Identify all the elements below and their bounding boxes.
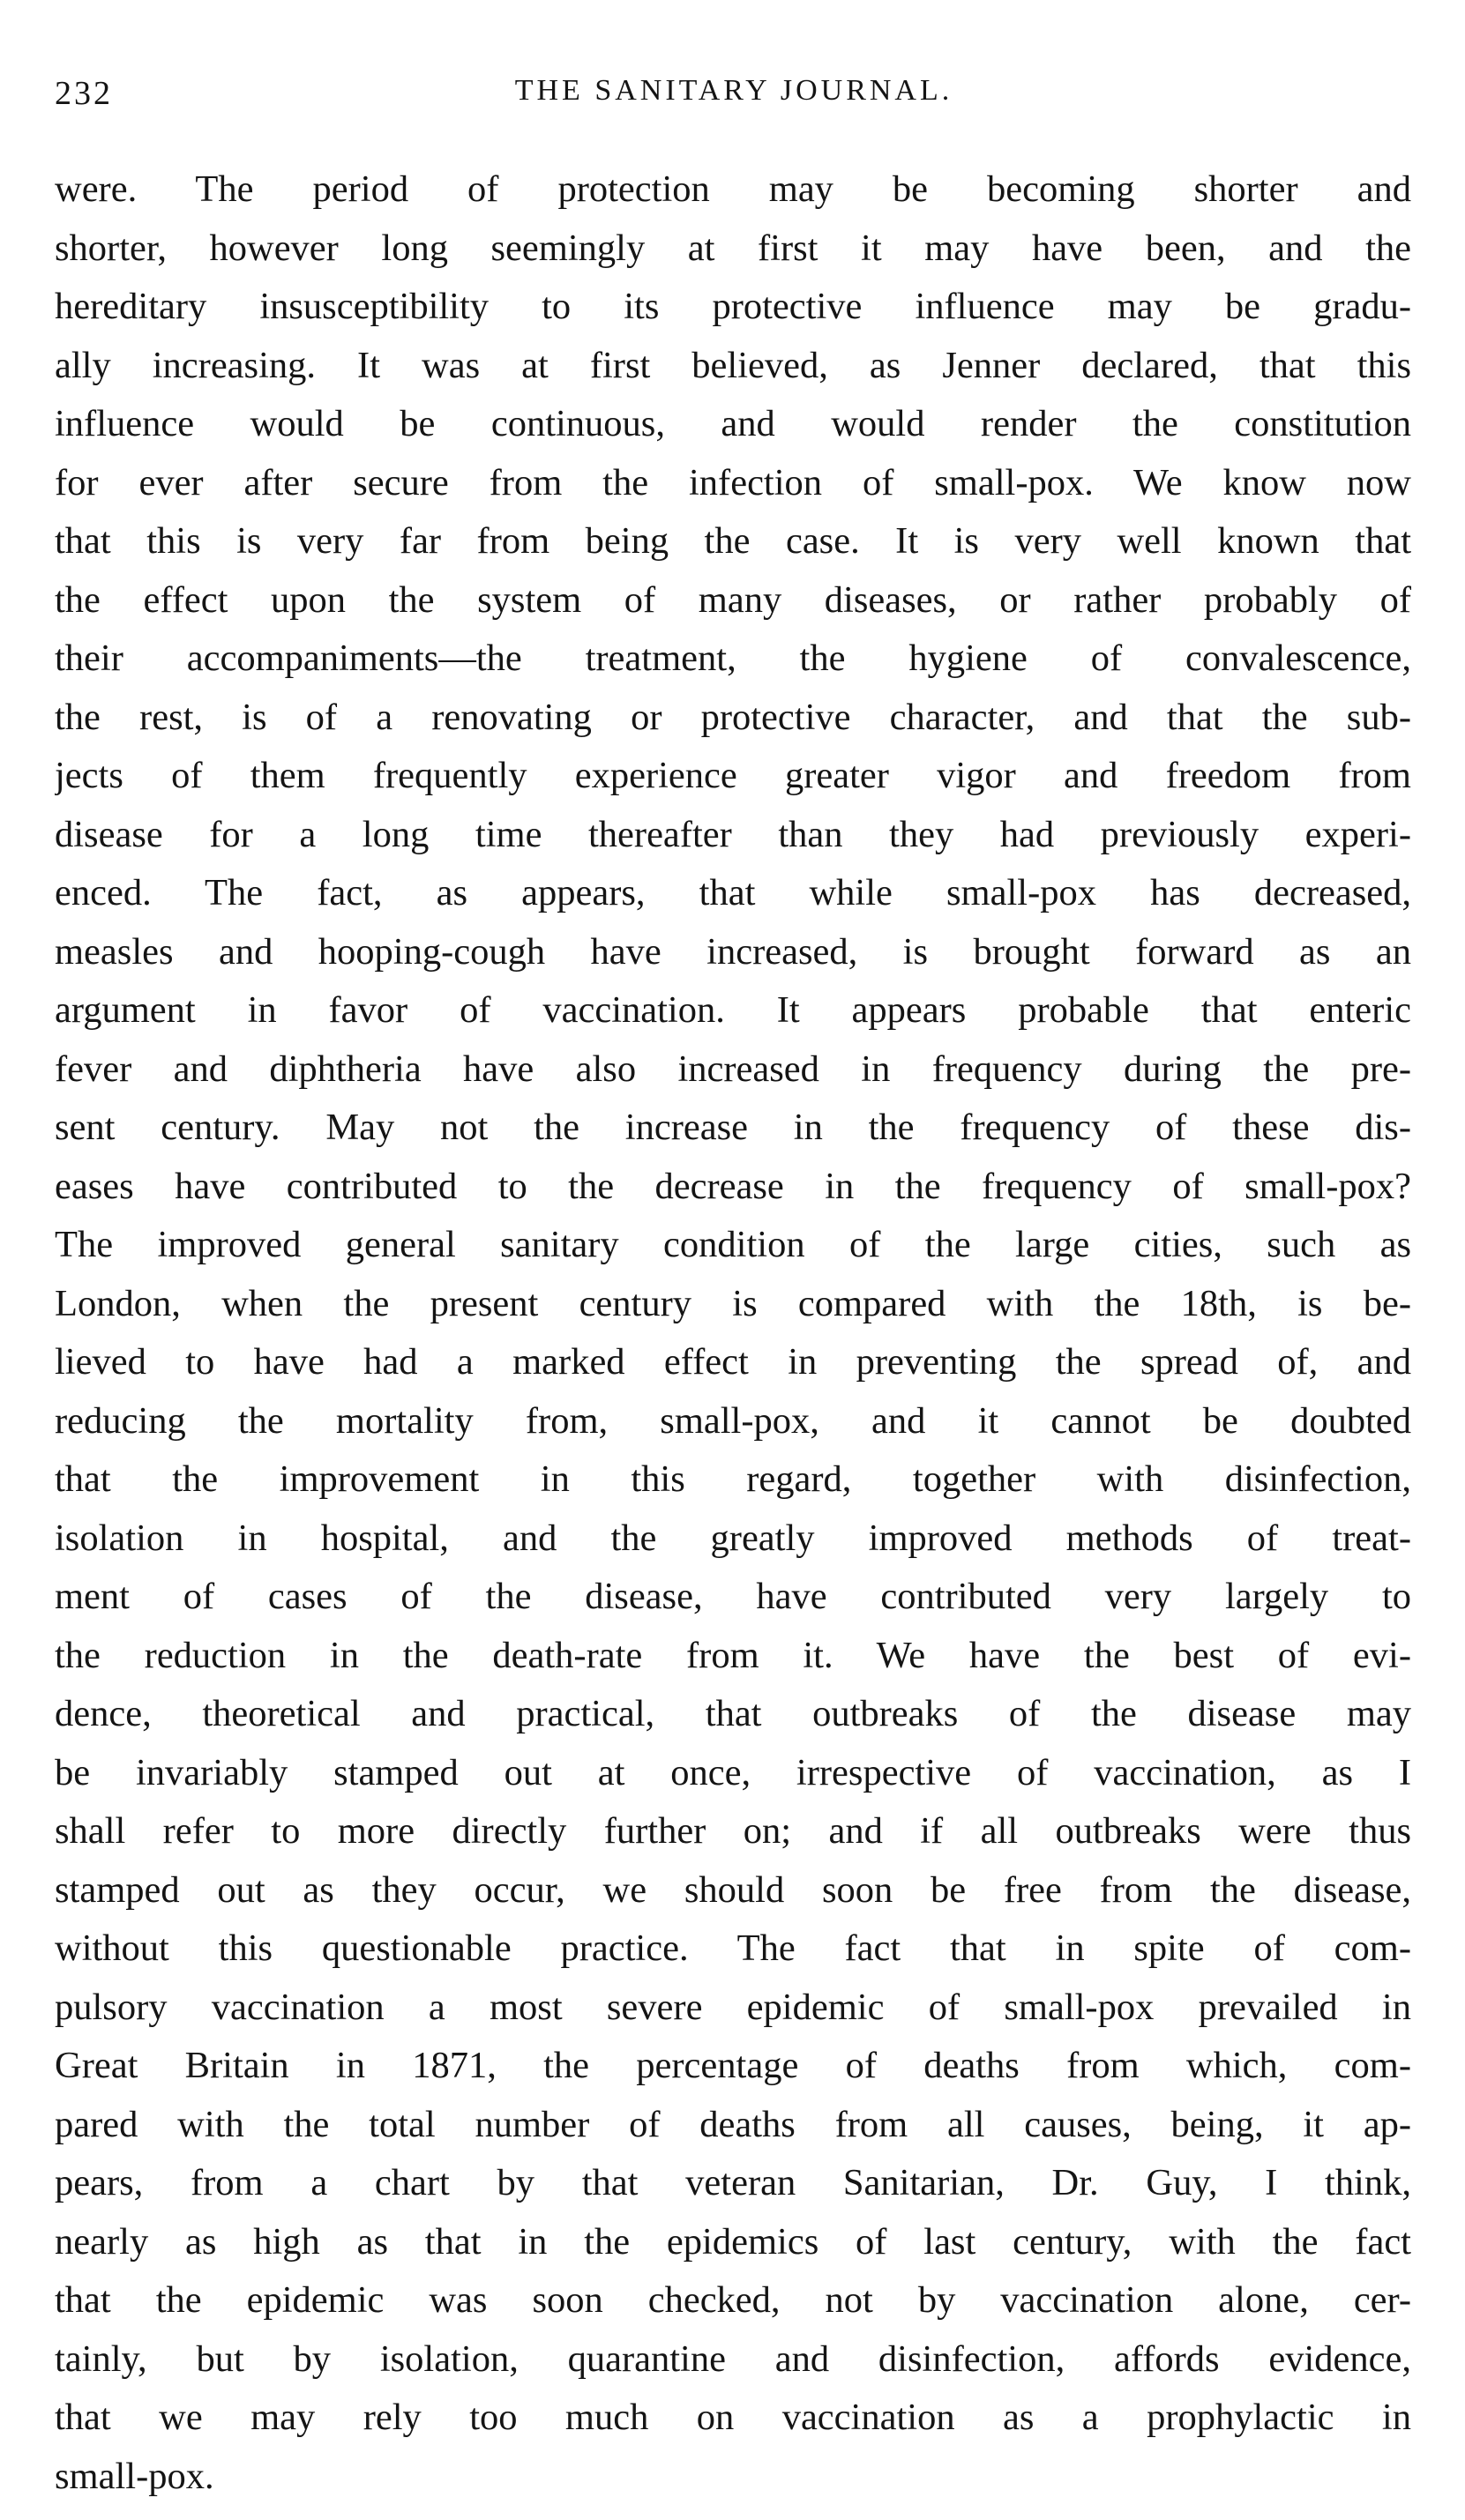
text-line: London, when the present century is compared with the 18th, is be- bbox=[55, 1282, 1411, 1324]
text-line: small-pox. bbox=[55, 2455, 214, 2497]
text-line: shorter, however long seemingly at first it may have been, and the bbox=[55, 227, 1411, 269]
text-line: disease for a long time thereafter than they had previously experi- bbox=[55, 813, 1411, 855]
text-line: the reduction in the death-rate from it. We have the best of evi- bbox=[55, 1634, 1411, 1676]
text-line: that the epidemic was soon checked, not by vaccination alone, cer- bbox=[55, 2279, 1411, 2321]
text-line: dence, theoretical and practical, that outbreaks of the disease may bbox=[55, 1693, 1411, 1734]
text-line: nearly as high as that in the epidemics of last century, with the fact bbox=[55, 2220, 1411, 2263]
text-line: pulsory vaccination a most severe epidemic of small-pox prevailed in bbox=[55, 1986, 1411, 2028]
text-line: their accompaniments—the treatment, the hygiene of convalescence, bbox=[55, 637, 1411, 679]
text-line: measles and hooping-cough have increased, is brought forward as an bbox=[55, 930, 1411, 973]
text-line: ally increasing. It was at first believed, as Jenner declared, that this bbox=[55, 344, 1411, 386]
text-line: influence would be continuous, and would render the constitution bbox=[55, 403, 1411, 444]
text-line: sent century. May not the increase in the frequency of these dis- bbox=[55, 1107, 1411, 1148]
text-line: that this is very far from being the case. It is very well known that bbox=[55, 520, 1411, 562]
text-line: for ever after secure from the infection of small-pox. We know now bbox=[55, 461, 1411, 503]
text-line: the effect upon the system of many diseases, or rather probably of bbox=[55, 578, 1411, 621]
text-line: that the improvement in this regard, together with disinfection, bbox=[55, 1458, 1411, 1500]
running-head bbox=[55, 74, 1413, 118]
text-line: pears, from a chart by that veteran Sanitarian, Dr. Guy, I think, bbox=[55, 2162, 1411, 2203]
text-line: without this questionable practice. The fact that in spite of com- bbox=[55, 1927, 1411, 1969]
body-paragraph bbox=[55, 160, 1411, 2506]
text-line: jects of them frequently experience greater vigor and freedom from bbox=[55, 755, 1411, 796]
text-line: isolation in hospital, and the greatly improved methods of treat- bbox=[55, 1517, 1411, 1559]
text-line: argument in favor of vaccination. It appears probable that enteric bbox=[55, 989, 1411, 1031]
text-line: fever and diphtheria have also increased in frequency during the pre- bbox=[55, 1048, 1411, 1090]
text-line: tainly, but by isolation, quarantine and disinfection, affords evidence, bbox=[55, 2337, 1411, 2380]
text-line: The improved general sanitary condition of the large cities, such as bbox=[55, 1224, 1411, 1265]
journal-title: THE SANITARY JOURNAL. bbox=[514, 74, 953, 107]
text-line: ment of cases of the disease, have contributed very largely to bbox=[55, 1576, 1411, 1617]
text-line: shall refer to more directly further on; and if all outbreaks were thus bbox=[55, 1810, 1411, 1852]
text-line: were. The period of protection may be becoming shorter and bbox=[55, 168, 1411, 210]
text-line: hereditary insusceptibility to its protective influence may be gradu- bbox=[55, 286, 1411, 327]
text-line: pared with the total number of deaths from all causes, being, it ap- bbox=[55, 2103, 1411, 2145]
text-line: enced. The fact, as appears, that while small-pox has decreased, bbox=[55, 872, 1411, 913]
page-number: 232 bbox=[55, 75, 113, 112]
text-line: reducing the mortality from, small-pox, and it cannot be doubted bbox=[55, 1399, 1411, 1442]
text-line: lieved to have had a marked effect in preventing the spread of, and bbox=[55, 1341, 1411, 1383]
text-line: the rest, is of a renovating or protective character, and that the sub- bbox=[55, 696, 1411, 738]
text-line: that we may rely too much on vaccination as a prophylactic in bbox=[55, 2397, 1411, 2438]
text-line: Great Britain in 1871, the percentage of deaths from which, com- bbox=[55, 2045, 1411, 2086]
text-line: eases have contributed to the decrease in the frequency of small-pox? bbox=[55, 1165, 1411, 1207]
text-line: stamped out as they occur, we should soon be free from the disease, bbox=[55, 1868, 1411, 1911]
text-line: be invariably stamped out at once, irrespective of vaccination, as I bbox=[55, 1751, 1411, 1793]
